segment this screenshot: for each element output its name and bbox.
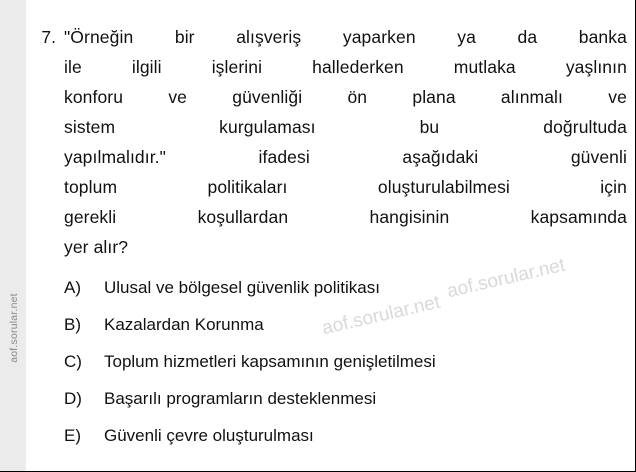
question-line: sistem kurgulaması bu doğrultuda — [64, 117, 627, 137]
watermark-vertical: aof.sorular.net — [8, 293, 20, 363]
question-text — [64, 22, 627, 262]
question-block — [26, 22, 627, 262]
options-list — [64, 276, 624, 461]
option-text: Güvenli çevre oluşturulması — [104, 426, 314, 445]
question-line: ile ilgili işlerini hallederken mutlaka yaşlının — [64, 57, 627, 77]
option-letter: E) — [64, 426, 81, 445]
option-c[interactable] — [64, 350, 624, 374]
option-text: Başarılı programların desteklenmesi — [104, 389, 377, 408]
question-line: yapılmalıdır." ifadesi aşağıdaki güvenli — [64, 147, 627, 167]
option-letter: C) — [64, 352, 82, 371]
watermark-overlay: aof.sorular.net — [445, 254, 568, 303]
question-line: yer alır? — [64, 237, 129, 257]
question-page — [26, 0, 635, 471]
option-b[interactable] — [64, 313, 624, 337]
option-a[interactable] — [64, 276, 624, 300]
question-number: 7. — [41, 27, 56, 47]
option-text: Ulusal ve bölgesel güvenlik politikası — [104, 278, 380, 297]
watermark-overlay: aof.sorular.net — [320, 291, 443, 340]
option-letter: A) — [64, 278, 81, 297]
option-letter: B) — [64, 315, 81, 334]
left-gutter — [0, 0, 26, 472]
option-letter: D) — [64, 389, 82, 408]
option-text: Toplum hizmetleri kapsamının genişletilmesi — [104, 352, 436, 371]
question-line: toplum politikaları oluşturulabilmesi için — [64, 177, 627, 197]
option-e[interactable] — [64, 424, 624, 448]
question-line: gerekli koşullardan hangisinin kapsamında — [64, 207, 627, 227]
option-d[interactable] — [64, 387, 624, 411]
option-text: Kazalardan Korunma — [104, 315, 264, 334]
question-line: "Örneğin bir alışveriş yaparken ya da banka — [64, 27, 627, 47]
question-line: konforu ve güvenliği ön plana alınmalı ve — [64, 87, 627, 107]
